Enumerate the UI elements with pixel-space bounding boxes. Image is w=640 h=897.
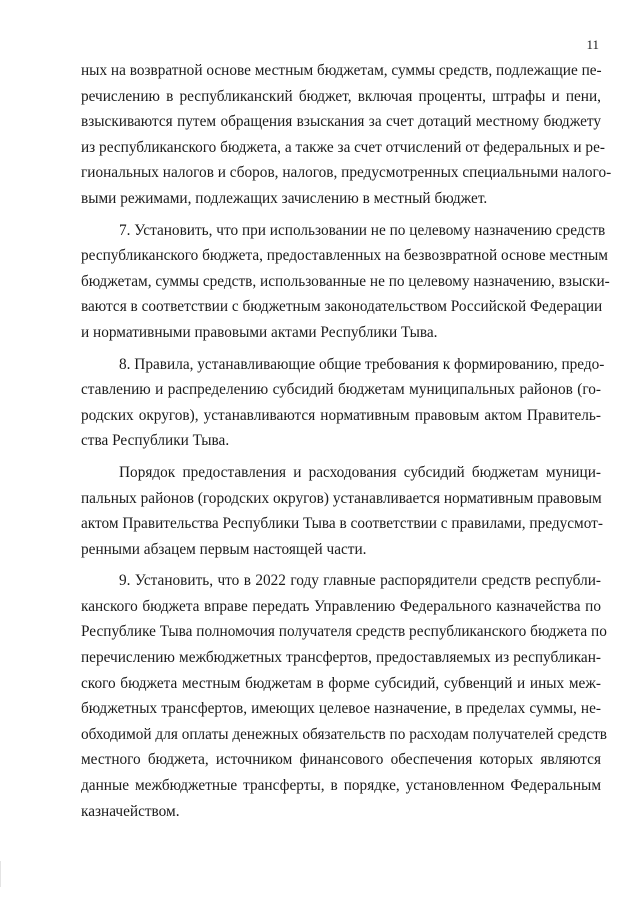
paragraph-item-8 — [81, 352, 605, 454]
text-line: взыскиваются путем обращения взыскания за счет дотаций местному бюджету — [81, 113, 601, 131]
text-line: ства Республики Тыва. — [81, 432, 230, 450]
text-line: казначейством. — [81, 802, 180, 820]
text-line: ставлению и распределению субсидий бюджетам муниципальных районов (го- — [81, 381, 601, 399]
paragraph-procedure — [81, 460, 601, 562]
text-line: бюджетных трансфертов, имеющих целевое назначение, в пределах суммы, не- — [81, 700, 601, 718]
text-line: 7. Установить, что при использовании не по целевому назначению средств — [119, 221, 606, 239]
text-line: речислению в республиканский бюджет, включая проценты, штрафы и пени, — [81, 87, 601, 105]
text-line: 9. Установить, что в 2022 году главные распорядители средств республи- — [119, 572, 601, 590]
text-line: бюджетам, суммы средств, использованные не по целевому назначению, взыски- — [81, 272, 610, 290]
document-body — [81, 58, 612, 824]
text-line: ренными абзацем первым настоящей части. — [81, 540, 367, 558]
text-line: ваются в соответствии с бюджетным законодательством Российской Федерации — [81, 298, 603, 316]
text-line: республиканского бюджета, предоставленных на безвозвратной основе местным — [81, 247, 608, 265]
text-line: пальных районов (городских округов) устанавливается нормативным правовым — [81, 489, 602, 507]
paragraph-item-7 — [81, 218, 610, 346]
text-line: ского бюджета местным бюджетам в форме субсидий, субвенций и иных меж- — [81, 674, 601, 692]
text-line: Республике Тыва полномочия получателя средств республиканского бюджета по — [81, 623, 607, 641]
text-line: из республиканского бюджета, а также за счет отчислений от федеральных и ре- — [81, 138, 605, 156]
text-line: перечислению межбюджетных трансфертов, предоставляемых из республикан- — [81, 649, 601, 667]
text-line: родских округов), устанавливаются нормативным правовым актом Правитель- — [81, 406, 601, 424]
text-line: актом Правительства Республики Тыва в соответствии с правилами, предусмот- — [81, 515, 603, 533]
text-line: ных на возвратной основе местным бюджетам, суммы средств, подлежащие пе- — [81, 62, 602, 79]
text-line: обходимой для оплаты денежных обязательств по расходам получателей средств — [81, 725, 607, 743]
text-line: гиональных налогов и сборов, налогов, предусмотренных специальными налого- — [81, 164, 612, 182]
page-number: 11 — [586, 37, 599, 52]
paragraph-continuation — [81, 58, 612, 212]
text-line: канского бюджета вправе передать Управлению Федерального казначейства по — [81, 597, 601, 615]
scan-edge-mark — [0, 861, 1, 887]
text-line: данные межбюджетные трансферты, в порядке, установленном Федеральным — [81, 777, 601, 795]
text-line: выми режимами, подлежащих зачислению в местный бюджет. — [81, 189, 488, 207]
text-line: Порядок предоставления и расходования субсидий бюджетам муници- — [119, 463, 601, 481]
paragraph-item-9 — [81, 568, 607, 824]
text-line: местного бюджета, источником финансового обеспечения которых являются — [81, 751, 601, 769]
text-line: и нормативными правовыми актами Республики Тыва. — [81, 323, 438, 341]
text-line: 8. Правила, устанавливающие общие требования к формированию, предо- — [119, 355, 605, 373]
